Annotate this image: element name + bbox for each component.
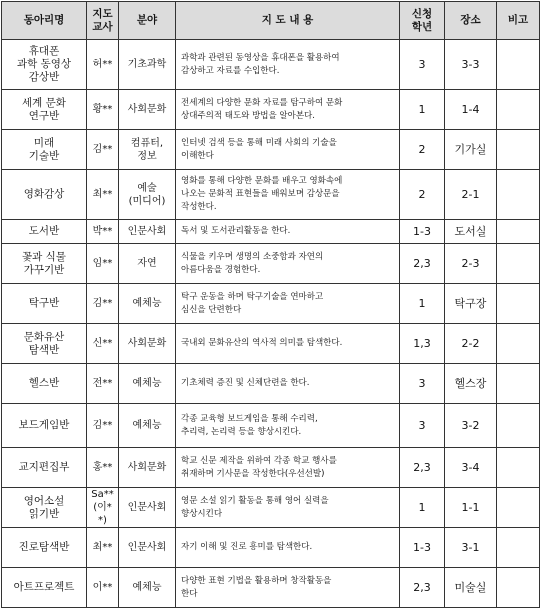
cell-grade: 3: [400, 40, 445, 90]
cell-grade: 1: [400, 284, 445, 324]
cell-club: 휴대폰 과학 동영상 감상반: [2, 40, 87, 90]
table-row: [2, 448, 540, 488]
cell-content: 다양한 표현 기법을 활용하며 창작활동을 한다: [176, 568, 400, 608]
cell-teacher: 최**: [87, 170, 119, 220]
cell-club: 아트프로젝트: [2, 568, 87, 608]
cell-note: [497, 528, 540, 568]
cell-club: 세계 문화 연구반: [2, 90, 87, 130]
cell-note: [497, 364, 540, 404]
cell-place: 3-4: [445, 448, 497, 488]
cell-place: 2-1: [445, 170, 497, 220]
table-row: [2, 284, 540, 324]
cell-teacher: 전**: [87, 364, 119, 404]
cell-field: 예체능: [119, 404, 176, 448]
table-row: [2, 130, 540, 170]
cell-place: 탁구장: [445, 284, 497, 324]
cell-teacher: 임**: [87, 244, 119, 284]
cell-teacher: 김**: [87, 130, 119, 170]
cell-note: [497, 448, 540, 488]
header-content: 지 도 내 용: [176, 2, 400, 40]
cell-place: 미술실: [445, 568, 497, 608]
cell-field: 기초과학: [119, 40, 176, 90]
header-note: 비고: [497, 2, 540, 40]
table-row: [2, 220, 540, 244]
club-activity-table: [1, 1, 540, 608]
table-row: [2, 364, 540, 404]
cell-place: 3-1: [445, 528, 497, 568]
cell-teacher: 황**: [87, 90, 119, 130]
cell-grade: 2: [400, 170, 445, 220]
cell-place: 1-4: [445, 90, 497, 130]
cell-club: 교지편집부: [2, 448, 87, 488]
cell-grade: 2,3: [400, 448, 445, 488]
table-row: [2, 488, 540, 528]
cell-teacher: 홍**: [87, 448, 119, 488]
cell-field: 인문사회: [119, 220, 176, 244]
cell-grade: 3: [400, 364, 445, 404]
table-row: [2, 568, 540, 608]
cell-teacher: 최**: [87, 528, 119, 568]
cell-content: 과학과 관련된 동영상을 휴대폰을 활용하여 감상하고 자료를 수입한다.: [176, 40, 400, 90]
cell-place: 2-2: [445, 324, 497, 364]
cell-place: 헬스장: [445, 364, 497, 404]
cell-club: 영화감상: [2, 170, 87, 220]
cell-content: 인터넷 검색 등을 통해 미래 사회의 기술을 이해한다: [176, 130, 400, 170]
cell-place: 3-2: [445, 404, 497, 448]
cell-note: [497, 284, 540, 324]
cell-content: 영화를 통해 다양한 문화를 배우고 영화속에 나오는 문화적 표현들을 배워보며 감상문을 작성한다.: [176, 170, 400, 220]
cell-field: 인문사회: [119, 488, 176, 528]
cell-club: 보드게임반: [2, 404, 87, 448]
cell-note: [497, 170, 540, 220]
cell-teacher: 김**: [87, 404, 119, 448]
cell-teacher: Sa** (이* *): [87, 488, 119, 528]
cell-field: 컴퓨터, 정보: [119, 130, 176, 170]
cell-teacher: 허**: [87, 40, 119, 90]
cell-place: 기가실: [445, 130, 497, 170]
cell-field: 사회문화: [119, 324, 176, 364]
header-teacher: 지도 교사: [87, 2, 119, 40]
cell-club: 꽃과 식물 가꾸기반: [2, 244, 87, 284]
cell-teacher: 신**: [87, 324, 119, 364]
cell-note: [497, 404, 540, 448]
cell-field: 예술 (미디어): [119, 170, 176, 220]
cell-note: [497, 324, 540, 364]
cell-note: [497, 244, 540, 284]
cell-content: 독서 및 도서관리활동을 한다.: [176, 220, 400, 244]
cell-content: 학교 신문 제작을 위하여 각종 학교 행사를 취재하며 기사문을 작성한다(우선선발): [176, 448, 400, 488]
cell-content: 자기 이해 및 진로 흥미를 탐색한다.: [176, 528, 400, 568]
cell-field: 인문사회: [119, 528, 176, 568]
cell-note: [497, 90, 540, 130]
table-row: [2, 170, 540, 220]
cell-note: [497, 220, 540, 244]
cell-grade: 3: [400, 404, 445, 448]
cell-content: 영문 소설 읽기 활동을 통해 영어 실력을 향상시킨다: [176, 488, 400, 528]
cell-field: 예체능: [119, 364, 176, 404]
cell-content: 전세계의 다양한 문화 자료를 탐구하여 문화 상대주의적 태도와 방법을 알아본다.: [176, 90, 400, 130]
table-row: [2, 404, 540, 448]
cell-club: 진로탐색반: [2, 528, 87, 568]
cell-grade: 2: [400, 130, 445, 170]
cell-grade: 1,3: [400, 324, 445, 364]
cell-content: 기초체력 증진 및 신체단련을 한다.: [176, 364, 400, 404]
table-row: [2, 40, 540, 90]
cell-teacher: 박**: [87, 220, 119, 244]
cell-content: 국내외 문화유산의 역사적 의미를 탐색한다.: [176, 324, 400, 364]
cell-field: 예체능: [119, 568, 176, 608]
cell-grade: 1: [400, 90, 445, 130]
cell-note: [497, 130, 540, 170]
cell-content: 각종 교육형 보드게임을 통해 수리력, 추리력, 논리력 등을 향상시킨다.: [176, 404, 400, 448]
header-field: 분야: [119, 2, 176, 40]
table-row: [2, 528, 540, 568]
cell-club: 문화유산 탐색반: [2, 324, 87, 364]
cell-club: 도서반: [2, 220, 87, 244]
cell-content: 탁구 운동을 하며 탁구기술을 연마하고 심신을 단련한다: [176, 284, 400, 324]
header-grade: 신청 학년: [400, 2, 445, 40]
table-row: [2, 90, 540, 130]
table-row: [2, 324, 540, 364]
cell-field: 예체능: [119, 284, 176, 324]
cell-note: [497, 40, 540, 90]
cell-field: 사회문화: [119, 448, 176, 488]
cell-note: [497, 568, 540, 608]
cell-place: 도서실: [445, 220, 497, 244]
cell-teacher: 김**: [87, 284, 119, 324]
cell-club: 미래 기술반: [2, 130, 87, 170]
cell-grade: 1-3: [400, 528, 445, 568]
cell-place: 2-3: [445, 244, 497, 284]
cell-club: 헬스반: [2, 364, 87, 404]
cell-club: 탁구반: [2, 284, 87, 324]
cell-grade: 1-3: [400, 220, 445, 244]
cell-place: 3-3: [445, 40, 497, 90]
cell-field: 자연: [119, 244, 176, 284]
cell-content: 식물을 키우며 생명의 소중함과 자연의 아름다움을 경험한다.: [176, 244, 400, 284]
cell-grade: 2,3: [400, 568, 445, 608]
cell-grade: 2,3: [400, 244, 445, 284]
header-club: 동아리명: [2, 2, 87, 40]
cell-grade: 1: [400, 488, 445, 528]
header-place: 장소: [445, 2, 497, 40]
cell-club: 영어소설 읽기반: [2, 488, 87, 528]
cell-place: 1-1: [445, 488, 497, 528]
header-row: [2, 2, 540, 40]
table-row: [2, 244, 540, 284]
cell-teacher: 이**: [87, 568, 119, 608]
cell-note: [497, 488, 540, 528]
cell-field: 사회문화: [119, 90, 176, 130]
